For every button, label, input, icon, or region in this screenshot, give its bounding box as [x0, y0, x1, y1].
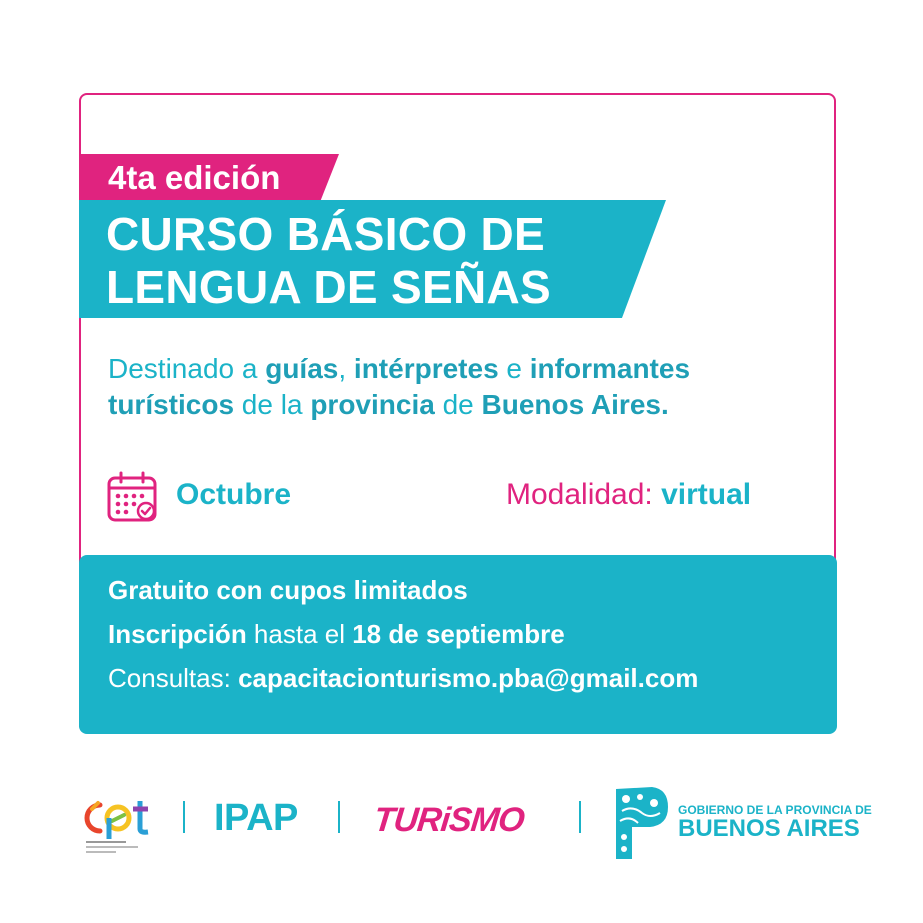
edition-label: 4ta edición: [108, 159, 281, 196]
text-segment: e: [498, 353, 530, 384]
logo-divider: [183, 801, 185, 833]
calendar-icon: [106, 470, 160, 524]
cpt-logo-icon: [82, 795, 154, 855]
modality-value: virtual: [661, 478, 752, 511]
text-segment: hasta el: [246, 619, 353, 649]
info-line-registration: [108, 617, 565, 651]
text-segment: guías: [265, 353, 339, 384]
course-title-line-2: LENGUA DE SEÑAS: [106, 261, 551, 313]
course-title-line-1: CURSO BÁSICO DE: [106, 208, 545, 260]
text-segment: Consultas:: [108, 663, 239, 693]
ipap-logo: IPAP: [214, 797, 298, 839]
text-segment: informantes: [529, 353, 691, 384]
text-segment: Destinado a: [108, 353, 266, 384]
logo-divider: [338, 801, 340, 833]
info-line-free: Gratuito con cupos limitados: [108, 575, 468, 605]
text-segment: Buenos Aires.: [481, 389, 669, 420]
text-segment: de la: [234, 389, 311, 420]
text-segment: provincia: [310, 389, 435, 420]
pba-logo-line-1: GOBIERNO DE LA PROVINCIA DE: [678, 803, 872, 817]
modality: [506, 476, 751, 514]
text-segment: de: [434, 389, 482, 420]
pba-logo-line-2: BUENOS AIRES: [678, 815, 860, 842]
course-month: Octubre: [176, 478, 292, 511]
pba-emblem-icon: [612, 785, 670, 861]
text-segment: ,: [338, 353, 354, 384]
text-segment: turísticos: [108, 389, 235, 420]
description-line-1: [108, 351, 690, 387]
modality-label: Modalidad:: [506, 478, 653, 511]
description-line-2: [108, 387, 669, 423]
logo-divider: [579, 801, 581, 833]
turismo-logo: TURiSMO: [372, 801, 526, 839]
text-segment: capacitacionturismo.pba@gmail.com: [238, 663, 699, 693]
text-segment: Inscripción: [108, 619, 247, 649]
info-line-contact: [108, 661, 698, 695]
text-segment: intérpretes: [353, 353, 499, 384]
text-segment: 18 de septiembre: [352, 619, 565, 649]
